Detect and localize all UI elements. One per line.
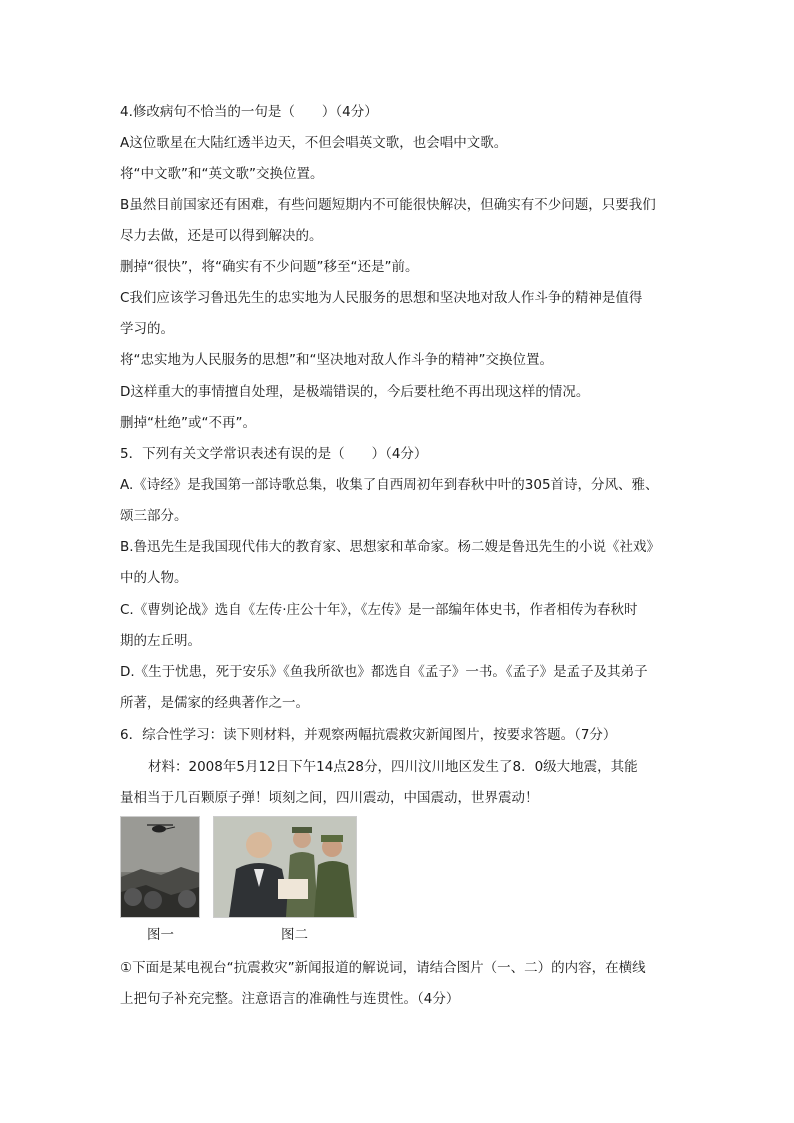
question-5-stem: 5．下列有关文学常识表述有误的是（ ）（4分） — [120, 446, 428, 462]
figure-1-caption: 图一 — [147, 927, 174, 943]
q4-option-c-cont: 学习的。 — [120, 321, 174, 337]
q5-option-c-cont: 期的左丘明。 — [120, 633, 201, 649]
q4-option-b: B虽然目前国家还有困难，有些问题短期内不可能很快解决，但确实有不少问题，只要我们 — [120, 197, 656, 213]
figure-2-caption: 图二 — [281, 927, 308, 943]
q5-option-b: B.鲁迅先生是我国现代伟大的教育家、思想家和革命家。杨二嫂是鲁迅先生的小说《社戏》 — [120, 539, 661, 555]
q5-option-d: D.《生于忧患，死于安乐》《鱼我所欲也》都选自《孟子》一书。《孟子》是孟子及其弟子 — [120, 664, 648, 680]
q4-option-c: C我们应该学习鲁迅先生的忠实地为人民服务的思想和坚决地对敌人作斗争的精神是值得 — [120, 290, 643, 306]
figure-2-news-photo — [213, 816, 357, 918]
q4-option-b-fix: 删掉“很快”，将“确实有不少问题”移至“还是”前。 — [120, 259, 419, 275]
q5-option-c: C.《曹刿论战》选自《左传·庄公十年》，《左传》是一部编年体史书，作者相传为春秋时 — [120, 602, 638, 618]
q5-option-a-cont: 颂三部分。 — [120, 508, 188, 524]
q6-material: 材料：2008年5月12日下午14点28分，四川汶川地区发生了8．0级大地震，其能 — [148, 759, 638, 775]
question-4-stem: 4.修改病句不恰当的一句是（ ）（4分） — [120, 104, 378, 120]
q6-subquestion-1-cont: 上把句子补充完整。注意语言的准确性与连贯性。（4分） — [120, 991, 460, 1007]
q4-option-a-fix: 将“中文歌”和“英文歌”交换位置。 — [120, 166, 324, 182]
q5-option-d-cont: 所著，是儒家的经典著作之一。 — [120, 695, 309, 711]
q4-option-c-fix: 将“忠实地为人民服务的思想”和“坚决地对敌人作斗争的精神”交换位置。 — [120, 352, 553, 368]
q4-option-d-fix: 删掉“杜绝”或“不再”。 — [120, 415, 256, 431]
q4-option-d: D这样重大的事情擅自处理，是极端错误的，今后要杜绝不再出现这样的情况。 — [120, 384, 590, 400]
q4-option-a: A这位歌星在大陆红透半边天，不但会唱英文歌，也会唱中文歌。 — [120, 135, 508, 151]
q6-material-cont: 量相当于几百颗原子弹！顷刻之间，四川震动，中国震动，世界震动！ — [120, 790, 539, 806]
q6-subquestion-1: ①下面是某电视台“抗震救灾”新闻报道的解说词，请结合图片（一、二）的内容，在横线 — [120, 960, 646, 976]
q5-option-a: A.《诗经》是我国第一部诗歌总集，收集了自西周初年到春秋中叶的305首诗，分风、雅、 — [120, 477, 659, 493]
q5-option-b-cont: 中的人物。 — [120, 570, 188, 586]
question-6-stem: 6．综合性学习：读下则材料，并观察两幅抗震救灾新闻图片，按要求答题。（7分） — [120, 727, 617, 743]
q4-option-b-cont: 尽力去做，还是可以得到解决的。 — [120, 228, 323, 244]
figure-1-helicopter-photo — [120, 816, 200, 918]
